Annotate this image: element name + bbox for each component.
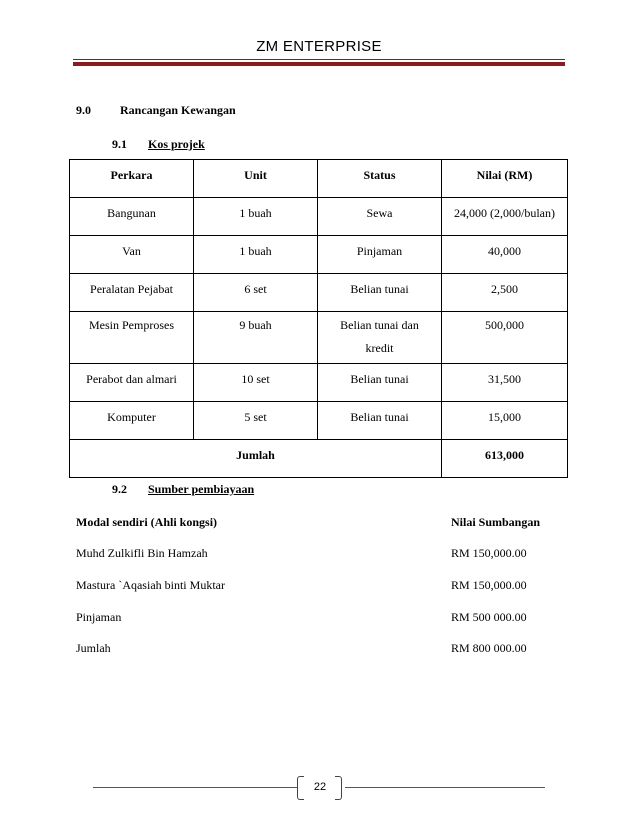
section-92-number: 9.2 — [112, 482, 127, 496]
status-line-1: Belian tunai dan — [340, 318, 419, 332]
table-row — [70, 198, 568, 236]
section-92-title: Sumber pembiayaan — [148, 482, 255, 496]
table-cell: Belian tunai — [318, 364, 442, 402]
table-cell: 2,500 — [442, 274, 568, 312]
table-cell: 9 buah — [194, 312, 318, 364]
table-cell: Bangunan — [70, 198, 194, 236]
funding-value: RM 150,000.00 — [451, 578, 527, 592]
table-cell: Pinjaman — [318, 236, 442, 274]
table-cell: Perabot dan almari — [70, 364, 194, 402]
table-cell: 31,500 — [442, 364, 568, 402]
section-91-number: 9.1 — [112, 137, 127, 151]
table-cell — [318, 312, 442, 364]
table-cell: Belian tunai — [318, 402, 442, 440]
column-header: Status — [318, 160, 442, 198]
table-total-row — [70, 440, 568, 478]
table-cell: Mesin Pemproses — [70, 312, 194, 364]
section-9-heading — [76, 103, 236, 118]
table-cell: Belian tunai — [318, 274, 442, 312]
table-cell: Van — [70, 236, 194, 274]
header-rule-thin — [73, 59, 565, 60]
section-91-heading — [112, 137, 205, 152]
page-number-bracket-left — [297, 776, 304, 800]
footer-rule-right — [345, 787, 545, 788]
column-header: Nilai (RM) — [442, 160, 568, 198]
table-cell: 6 set — [194, 274, 318, 312]
table-cell: 15,000 — [442, 402, 568, 440]
table-cell: Sewa — [318, 198, 442, 236]
table-cell: 500,000 — [442, 312, 568, 364]
table-cell: 40,000 — [442, 236, 568, 274]
total-value: 613,000 — [442, 440, 568, 478]
funding-value: RM 800 000.00 — [451, 641, 527, 655]
header-rule-thick — [73, 62, 565, 66]
table-row — [70, 402, 568, 440]
footer-rule-left — [93, 787, 298, 788]
funding-header-right: Nilai Sumbangan — [451, 515, 541, 529]
status-line-2: kredit — [365, 341, 394, 355]
table-cell: Peralatan Pejabat — [70, 274, 194, 312]
funding-header-left: Modal sendiri (Ahli kongsi) — [76, 515, 218, 529]
table-cell: Komputer — [70, 402, 194, 440]
funding-name: Muhd Zulkifli Bin Hamzah — [76, 546, 208, 560]
funding-name: Jumlah — [76, 641, 111, 655]
table-cell: 5 set — [194, 402, 318, 440]
table-cell: 1 buah — [194, 198, 318, 236]
column-header: Unit — [194, 160, 318, 198]
document-header-title: ZM ENTERPRISE — [256, 38, 382, 55]
table-row — [70, 236, 568, 274]
table-row — [70, 274, 568, 312]
table-cell: 1 buah — [194, 236, 318, 274]
table-row — [70, 364, 568, 402]
section-9-title: Rancangan Kewangan — [120, 103, 236, 117]
table-row — [70, 312, 568, 364]
funding-value: RM 150,000.00 — [451, 546, 527, 560]
column-header: Perkara — [70, 160, 194, 198]
page-number-bracket-right — [335, 776, 342, 800]
table-header-row — [70, 160, 568, 198]
section-9-number: 9.0 — [76, 103, 91, 117]
total-label: Jumlah — [70, 440, 442, 478]
table-cell: 10 set — [194, 364, 318, 402]
funding-name: Pinjaman — [76, 610, 122, 624]
section-91-title: Kos projek — [148, 137, 205, 151]
page-number: 22 — [313, 781, 327, 793]
funding-name: Mastura `Aqasiah binti Muktar — [76, 578, 225, 592]
project-cost-table — [69, 159, 568, 478]
funding-value: RM 500 000.00 — [451, 610, 527, 624]
table-cell: 24,000 (2,000/bulan) — [442, 198, 568, 236]
section-92-heading — [112, 482, 255, 497]
